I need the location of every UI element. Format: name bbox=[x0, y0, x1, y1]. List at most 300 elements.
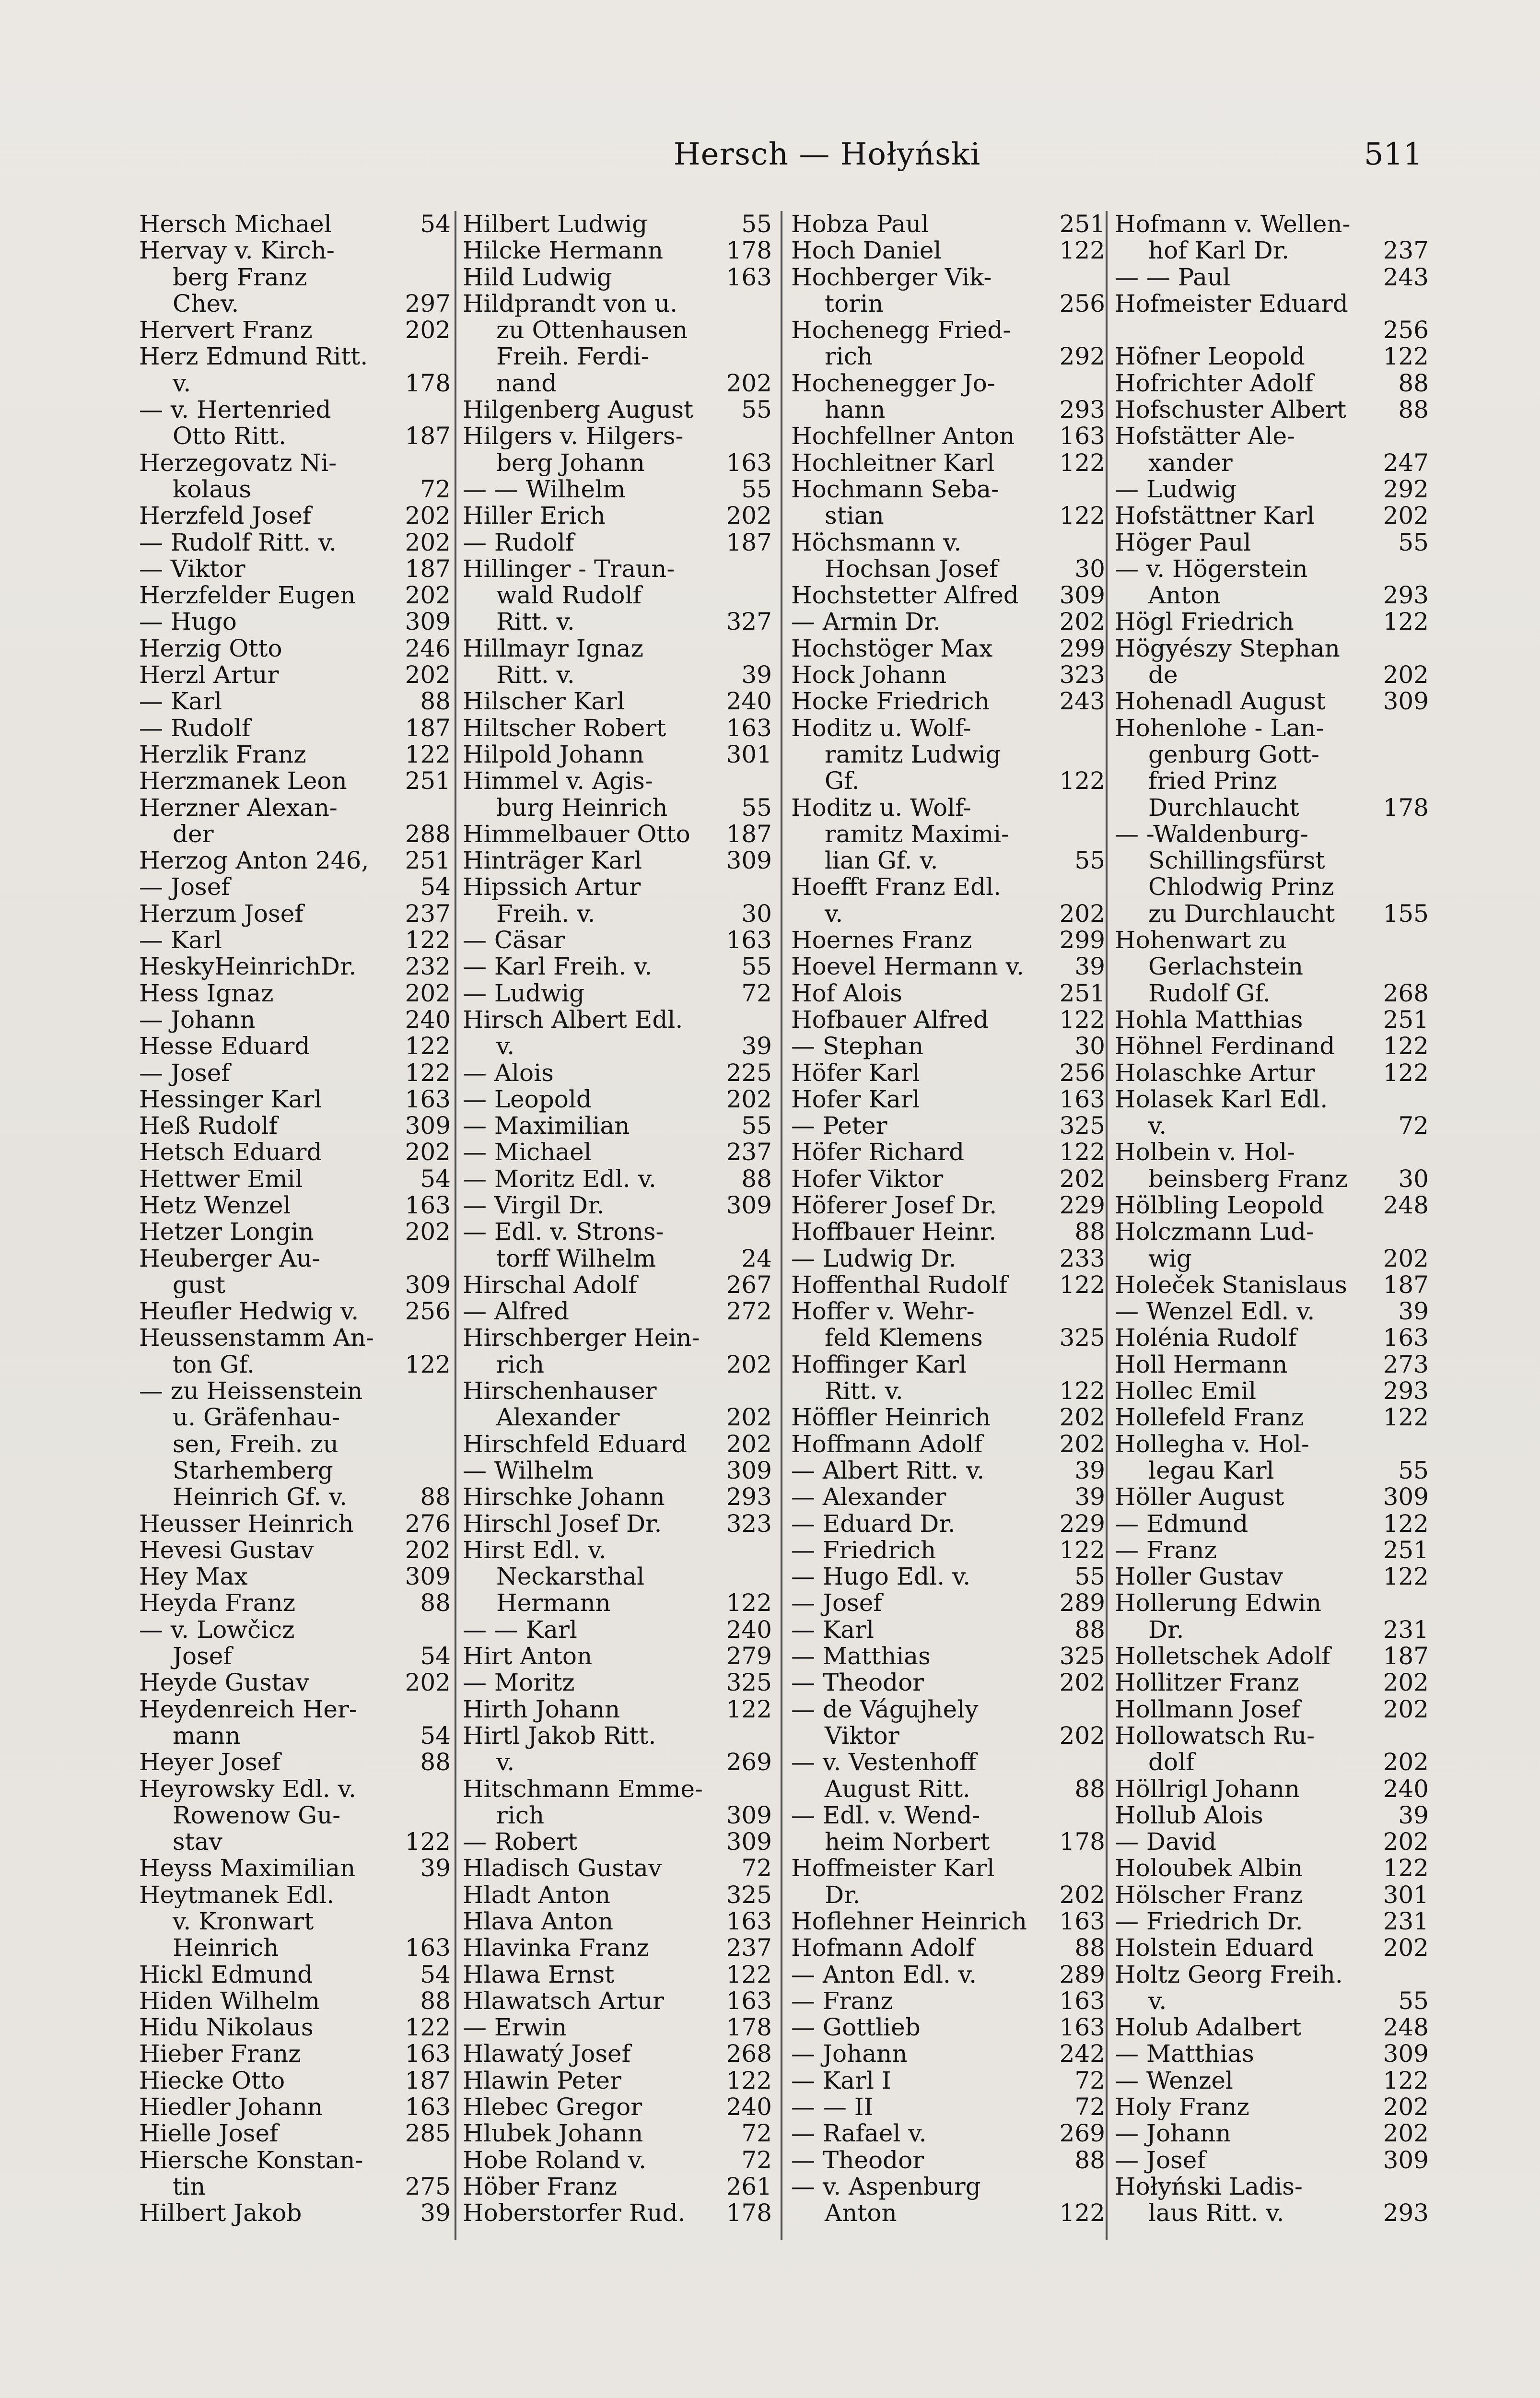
entry-name: — Ludwig bbox=[463, 980, 585, 1007]
entry-page-ref: 293 bbox=[1383, 2200, 1429, 2227]
index-entry bbox=[463, 768, 772, 794]
index-entry bbox=[463, 795, 772, 821]
entry-page-ref: 30 bbox=[1074, 1033, 1105, 1060]
entry-name: Heuberger Au- bbox=[139, 1245, 320, 1272]
index-entry bbox=[1115, 662, 1429, 688]
entry-name: Hoffer v. Wehr- bbox=[791, 1298, 975, 1325]
entry-page-ref: 163 bbox=[405, 1192, 451, 1219]
index-entry bbox=[1115, 1882, 1429, 1908]
entry-page-ref: 163 bbox=[405, 1935, 451, 1962]
entry-name: beinsberg Franz bbox=[1148, 1165, 1348, 1192]
index-entry bbox=[139, 1139, 451, 1165]
index-entry bbox=[1115, 2200, 1429, 2226]
entry-name: berg Franz bbox=[173, 264, 307, 291]
entry-name: Hollegha v. Hol- bbox=[1115, 1431, 1309, 1458]
entry-name: Hirschberger Hein- bbox=[463, 1325, 700, 1352]
entry-page-ref: 187 bbox=[405, 2067, 451, 2094]
entry-name: Hoch Daniel bbox=[791, 237, 942, 264]
entry-name: Herzum Josef bbox=[139, 900, 303, 928]
index-entry bbox=[1115, 476, 1429, 503]
entry-page-ref: 325 bbox=[726, 1881, 772, 1908]
index-entry bbox=[463, 370, 772, 397]
index-entry bbox=[139, 343, 451, 370]
entry-page-ref bbox=[769, 768, 772, 794]
index-entry bbox=[1115, 821, 1429, 847]
entry-page-ref bbox=[1102, 1298, 1105, 1325]
index-entry bbox=[791, 953, 1105, 980]
entry-name: Hirschl Josef Dr. bbox=[463, 1510, 662, 1537]
entry-name: Hirt Anton bbox=[463, 1643, 593, 1670]
entry-page-ref: 202 bbox=[405, 529, 451, 556]
entry-name: Hohenadl August bbox=[1115, 688, 1326, 715]
index-entry bbox=[1115, 503, 1429, 529]
entry-name: Hilcke Hermann bbox=[463, 237, 664, 264]
entry-name: — Stephan bbox=[791, 1033, 924, 1060]
entry-page-ref bbox=[769, 291, 772, 317]
entry-name: Holy Franz bbox=[1115, 2094, 1249, 2121]
entry-page-ref: 202 bbox=[1059, 1431, 1105, 1458]
entry-page-ref: 122 bbox=[1383, 609, 1429, 635]
entry-page-ref: 256 bbox=[405, 1298, 451, 1325]
index-entry bbox=[1115, 1484, 1429, 1510]
entry-page-ref bbox=[1102, 264, 1105, 291]
entry-page-ref: 293 bbox=[1383, 582, 1429, 609]
entry-page-ref: 248 bbox=[1383, 1192, 1429, 1219]
entry-name: — Robert bbox=[463, 1829, 578, 1856]
index-entry bbox=[791, 1776, 1105, 1802]
index-entry bbox=[463, 1776, 772, 1802]
entry-page-ref bbox=[448, 795, 451, 821]
entry-page-ref: 202 bbox=[1059, 1722, 1105, 1750]
entry-name: Hlava Anton bbox=[463, 1908, 614, 1935]
entry-page-ref: 233 bbox=[1059, 1245, 1105, 1272]
index-entry bbox=[463, 2014, 772, 2041]
index-entry bbox=[463, 1855, 772, 1881]
entry-name: Höhnel Ferdinand bbox=[1115, 1033, 1335, 1060]
entry-page-ref: 309 bbox=[726, 1802, 772, 1829]
entry-name: — Leopold bbox=[463, 1086, 592, 1113]
entry-name: Höger Paul bbox=[1115, 529, 1251, 556]
entry-page-ref: 163 bbox=[726, 449, 772, 476]
entry-name: HeskyHeinrichDr. bbox=[139, 953, 357, 980]
index-entry bbox=[463, 1086, 772, 1113]
entry-page-ref: 289 bbox=[1059, 1590, 1105, 1617]
index-entry bbox=[1115, 1563, 1429, 1590]
index-entry bbox=[791, 397, 1105, 423]
index-entry bbox=[791, 1696, 1105, 1723]
index-entry bbox=[1115, 1458, 1429, 1484]
entry-name: Holoubek Albin bbox=[1115, 1855, 1303, 1882]
index-entry bbox=[1115, 1139, 1429, 1165]
index-entry bbox=[139, 688, 451, 715]
entry-page-ref: 301 bbox=[726, 741, 772, 768]
entry-page-ref bbox=[448, 2147, 451, 2174]
entry-page-ref: 54 bbox=[420, 1961, 451, 1988]
index-entry bbox=[791, 1458, 1105, 1484]
entry-name: Dr. bbox=[825, 1881, 861, 1908]
entry-page-ref bbox=[1426, 847, 1429, 874]
index-entry bbox=[1115, 1537, 1429, 1563]
entry-name: — Erwin bbox=[463, 2014, 567, 2041]
entry-name: — Wilhelm bbox=[463, 1457, 594, 1484]
entry-page-ref: 55 bbox=[741, 953, 772, 980]
index-entry bbox=[139, 264, 451, 291]
entry-name: Hollmann Josef bbox=[1115, 1696, 1301, 1723]
entry-name: Hofer Viktor bbox=[791, 1165, 944, 1192]
index-entry bbox=[791, 1590, 1105, 1616]
entry-page-ref: 309 bbox=[726, 1457, 772, 1484]
index-entry bbox=[463, 1723, 772, 1749]
index-entry bbox=[463, 2147, 772, 2174]
entry-name: torff Wilhelm bbox=[496, 1245, 656, 1272]
index-entry bbox=[463, 1511, 772, 1537]
index-entry bbox=[139, 768, 451, 794]
entry-name: Hirschenhauser bbox=[463, 1378, 657, 1405]
index-entry bbox=[463, 2068, 772, 2094]
entry-name: Hildprandt von u. bbox=[463, 290, 678, 317]
entry-name: Hlebec Gregor bbox=[463, 2094, 642, 2121]
entry-page-ref bbox=[1426, 556, 1429, 582]
index-entry bbox=[791, 1192, 1105, 1219]
entry-page-ref bbox=[1102, 529, 1105, 556]
entry-page-ref: 293 bbox=[1059, 397, 1105, 423]
index-entry bbox=[1115, 1988, 1429, 2014]
entry-name: — Anton Edl. v. bbox=[791, 1961, 977, 1988]
entry-page-ref: 240 bbox=[726, 688, 772, 715]
index-entry bbox=[139, 609, 451, 635]
entry-page-ref bbox=[1426, 715, 1429, 741]
entry-name: Heussenstamm An- bbox=[139, 1325, 374, 1352]
entry-page-ref: 256 bbox=[1059, 290, 1105, 317]
entry-page-ref: 275 bbox=[405, 2173, 451, 2200]
entry-name: Hoffinger Karl bbox=[791, 1351, 967, 1378]
entry-page-ref: 55 bbox=[741, 794, 772, 821]
entry-page-ref: 163 bbox=[1059, 423, 1105, 450]
entry-page-ref: 202 bbox=[1383, 503, 1429, 529]
index-entry bbox=[791, 662, 1105, 688]
entry-name: — Virgil Dr. bbox=[463, 1192, 605, 1219]
index-entry bbox=[791, 1298, 1105, 1325]
entry-name: Hieber Franz bbox=[139, 2041, 301, 2068]
entry-page-ref: 24 bbox=[741, 1245, 772, 1272]
entry-page-ref: 292 bbox=[1059, 343, 1105, 370]
entry-page-ref: 39 bbox=[1074, 1457, 1105, 1484]
index-entry bbox=[1115, 953, 1429, 980]
entry-name: — Johann bbox=[1115, 2120, 1231, 2147]
entry-page-ref bbox=[769, 1563, 772, 1590]
entry-name: der bbox=[173, 821, 214, 848]
index-entry bbox=[139, 2147, 451, 2174]
index-entry bbox=[1115, 370, 1429, 397]
entry-name: — — Karl bbox=[463, 1616, 577, 1644]
entry-page-ref bbox=[1102, 1855, 1105, 1881]
entry-page-ref: 122 bbox=[1059, 1006, 1105, 1034]
entry-page-ref: 237 bbox=[405, 900, 451, 928]
index-entry bbox=[463, 1458, 772, 1484]
entry-page-ref: 30 bbox=[1074, 555, 1105, 583]
index-entry bbox=[463, 556, 772, 582]
entry-name: Anton bbox=[1148, 582, 1221, 609]
entry-page-ref: 55 bbox=[1074, 847, 1105, 874]
entry-name: — Alfred bbox=[463, 1298, 569, 1325]
entry-name: Hlawin Peter bbox=[463, 2067, 621, 2094]
entry-name: Himmelbauer Otto bbox=[463, 821, 690, 848]
entry-page-ref: 122 bbox=[1383, 1563, 1429, 1590]
entry-name: — -Waldenburg- bbox=[1115, 821, 1308, 848]
index-entry bbox=[463, 741, 772, 768]
entry-name: — — Wilhelm bbox=[463, 476, 626, 503]
index-entry bbox=[139, 2200, 451, 2226]
entry-page-ref: 88 bbox=[1074, 1219, 1105, 1246]
index-entry bbox=[463, 1669, 772, 1696]
entry-name: ramitz Ludwig bbox=[825, 741, 1001, 768]
entry-page-ref: 39 bbox=[1398, 1802, 1429, 1829]
entry-name: v. bbox=[173, 370, 191, 397]
entry-page-ref: 122 bbox=[405, 1059, 451, 1086]
entry-name: Hohla Matthias bbox=[1115, 1006, 1303, 1034]
entry-name: — Matthias bbox=[791, 1643, 931, 1670]
entry-page-ref: 293 bbox=[1383, 1378, 1429, 1405]
index-entry bbox=[463, 529, 772, 556]
index-entry bbox=[139, 1669, 451, 1696]
entry-page-ref bbox=[769, 1723, 772, 1749]
index-entry bbox=[139, 2014, 451, 2041]
entry-name: Hobza Paul bbox=[791, 211, 929, 238]
entry-name: — Cäsar bbox=[463, 927, 565, 954]
entry-name: v. bbox=[1148, 1113, 1167, 1140]
entry-page-ref: 202 bbox=[1383, 1245, 1429, 1272]
index-entry bbox=[791, 821, 1105, 847]
index-entry bbox=[463, 2041, 772, 2067]
index-entry bbox=[791, 1882, 1105, 1908]
entry-name: Dr. bbox=[1148, 1616, 1184, 1644]
entry-page-ref: 202 bbox=[1383, 2120, 1429, 2147]
entry-name: stav bbox=[173, 1829, 222, 1856]
entry-name: Hirth Johann bbox=[463, 1696, 620, 1723]
index-entry bbox=[1115, 741, 1429, 768]
entry-page-ref bbox=[448, 1404, 451, 1431]
index-entry bbox=[1115, 2014, 1429, 2041]
index-entry bbox=[139, 1908, 451, 1935]
entry-page-ref: 202 bbox=[1059, 609, 1105, 635]
entry-name: tin bbox=[173, 2173, 206, 2200]
entry-page-ref: 269 bbox=[726, 1749, 772, 1776]
entry-name: laus Ritt. v. bbox=[1148, 2200, 1284, 2227]
entry-page-ref: 88 bbox=[1074, 1616, 1105, 1644]
entry-page-ref: 268 bbox=[1383, 980, 1429, 1007]
entry-page-ref: 178 bbox=[405, 370, 451, 397]
index-entry bbox=[463, 927, 772, 953]
entry-page-ref bbox=[1102, 1696, 1105, 1723]
index-entry bbox=[139, 1749, 451, 1775]
entry-name bbox=[1115, 317, 1380, 343]
entry-name: Hervay v. Kirch- bbox=[139, 237, 335, 264]
entry-page-ref: 292 bbox=[1383, 476, 1429, 503]
entry-page-ref: 202 bbox=[405, 1669, 451, 1696]
index-entry bbox=[463, 397, 772, 423]
entry-page-ref: 325 bbox=[1059, 1643, 1105, 1670]
entry-name: Herzmanek Leon bbox=[139, 768, 347, 795]
entry-name: — Karl bbox=[139, 927, 222, 954]
index-entry bbox=[139, 635, 451, 662]
entry-name: hann bbox=[825, 397, 886, 423]
index-entry bbox=[1115, 529, 1429, 556]
entry-page-ref: 122 bbox=[1059, 1378, 1105, 1405]
entry-page-ref: 325 bbox=[1059, 1325, 1105, 1352]
entry-page-ref: 163 bbox=[1059, 1987, 1105, 2015]
entry-page-ref bbox=[1102, 317, 1105, 343]
index-entry bbox=[791, 2041, 1105, 2067]
entry-page-ref: 202 bbox=[1059, 1165, 1105, 1192]
entry-name: — Matthias bbox=[1115, 2041, 1254, 2068]
entry-page-ref bbox=[769, 343, 772, 370]
entry-page-ref bbox=[448, 237, 451, 264]
index-entry bbox=[1115, 1378, 1429, 1404]
index-entry bbox=[791, 741, 1105, 768]
entry-name: torin bbox=[825, 290, 884, 317]
index-entry bbox=[1115, 847, 1429, 874]
entry-name: Rowenow Gu- bbox=[173, 1802, 341, 1829]
index-entry bbox=[139, 1511, 451, 1537]
entry-name: Höfer Richard bbox=[791, 1139, 965, 1166]
entry-name: Hirschal Adolf bbox=[463, 1271, 637, 1299]
index-entry bbox=[139, 1962, 451, 1988]
entry-name: Hochstöger Max bbox=[791, 635, 993, 662]
entry-page-ref: 122 bbox=[1059, 1271, 1105, 1299]
index-entry bbox=[791, 1935, 1105, 1961]
index-entry bbox=[139, 450, 451, 476]
entry-name: Hollefeld Franz bbox=[1115, 1404, 1304, 1431]
index-entry bbox=[463, 476, 772, 503]
entry-page-ref: 55 bbox=[1398, 1987, 1429, 2015]
index-entry bbox=[139, 291, 451, 317]
index-entry bbox=[1115, 1219, 1429, 1245]
index-entry bbox=[139, 741, 451, 768]
entry-page-ref: 88 bbox=[420, 1749, 451, 1776]
entry-page-ref: 309 bbox=[726, 847, 772, 874]
index-entry bbox=[791, 264, 1105, 291]
entry-page-ref: 276 bbox=[405, 1510, 451, 1537]
entry-name: Josef bbox=[173, 1643, 232, 1670]
entry-name: Heyda Franz bbox=[139, 1590, 296, 1617]
entry-page-ref: 88 bbox=[420, 1987, 451, 2015]
index-entry bbox=[791, 874, 1105, 900]
entry-page-ref: 309 bbox=[1383, 1484, 1429, 1511]
entry-page-ref bbox=[448, 1696, 451, 1723]
index-entry bbox=[791, 980, 1105, 1007]
index-entry bbox=[1115, 1643, 1429, 1669]
index-entry bbox=[463, 2120, 772, 2147]
entry-name: Höber Franz bbox=[463, 2173, 618, 2200]
index-entry bbox=[139, 2041, 451, 2067]
entry-name: Hiden Wilhelm bbox=[139, 1987, 320, 2015]
entry-name: — Franz bbox=[791, 1987, 893, 2015]
entry-page-ref bbox=[1426, 1086, 1429, 1113]
entry-name: Hess Ignaz bbox=[139, 980, 274, 1007]
index-entry bbox=[1115, 795, 1429, 821]
entry-name: Heß Rudolf bbox=[139, 1113, 278, 1140]
index-entry bbox=[791, 2200, 1105, 2226]
index-entry bbox=[1115, 237, 1429, 264]
entry-name: feld Klemens bbox=[825, 1325, 983, 1352]
entry-page-ref: 202 bbox=[726, 1086, 772, 1113]
index-entry bbox=[791, 1272, 1105, 1298]
entry-page-ref: 251 bbox=[405, 768, 451, 795]
entry-page-ref: 251 bbox=[1383, 1006, 1429, 1034]
entry-name: Holeček Stanislaus bbox=[1115, 1271, 1347, 1299]
entry-page-ref: 178 bbox=[726, 237, 772, 264]
index-entry bbox=[1115, 1192, 1429, 1219]
entry-name: Rudolf Gf. bbox=[1148, 980, 1271, 1007]
index-entry bbox=[139, 1298, 451, 1325]
entry-name: Hochenegger Jo- bbox=[791, 370, 995, 397]
entry-name: wald Rudolf bbox=[496, 582, 642, 609]
index-entry bbox=[139, 1563, 451, 1590]
entry-page-ref: 55 bbox=[1398, 529, 1429, 556]
entry-page-ref bbox=[448, 1458, 451, 1484]
entry-page-ref: 251 bbox=[1383, 1537, 1429, 1564]
entry-page-ref bbox=[448, 1617, 451, 1643]
index-entry bbox=[1115, 609, 1429, 635]
entry-page-ref: 122 bbox=[1059, 503, 1105, 529]
entry-name: legau Karl bbox=[1148, 1457, 1274, 1484]
index-entry bbox=[463, 1431, 772, 1458]
entry-page-ref: 323 bbox=[726, 1510, 772, 1537]
entry-page-ref bbox=[1102, 821, 1105, 847]
index-entry bbox=[139, 556, 451, 582]
entry-name: wig bbox=[1148, 1245, 1192, 1272]
entry-name: — Ludwig bbox=[1115, 476, 1237, 503]
entry-page-ref: 299 bbox=[1059, 927, 1105, 954]
index-entry bbox=[791, 1246, 1105, 1272]
index-entry bbox=[1115, 2174, 1429, 2200]
entry-page-ref bbox=[1426, 874, 1429, 900]
entry-name: Ritt. v. bbox=[496, 662, 575, 689]
entry-page-ref: 293 bbox=[726, 1484, 772, 1511]
index-entry bbox=[463, 1007, 772, 1033]
entry-name: — Karl Freih. v. bbox=[463, 953, 653, 980]
entry-page-ref bbox=[1426, 211, 1429, 237]
index-entry bbox=[791, 370, 1105, 397]
entry-page-ref: 251 bbox=[1059, 211, 1105, 238]
entry-page-ref: 72 bbox=[741, 2120, 772, 2147]
index-entry bbox=[791, 609, 1105, 635]
entry-name: hof Karl Dr. bbox=[1148, 237, 1290, 264]
index-entry bbox=[1115, 1272, 1429, 1298]
entry-name: Heyde Gustav bbox=[139, 1669, 309, 1696]
entry-page-ref: 240 bbox=[726, 2094, 772, 2121]
index-entry bbox=[1115, 635, 1429, 662]
entry-page-ref: 122 bbox=[405, 2014, 451, 2041]
entry-page-ref bbox=[1102, 370, 1105, 397]
index-entry bbox=[1115, 2041, 1429, 2067]
entry-name: Herzl Artur bbox=[139, 662, 279, 689]
index-entry bbox=[139, 1802, 451, 1829]
index-entry bbox=[791, 1166, 1105, 1192]
entry-page-ref: 202 bbox=[726, 503, 772, 529]
entry-page-ref: 237 bbox=[1383, 237, 1429, 264]
entry-page-ref: 88 bbox=[420, 688, 451, 715]
column-divider bbox=[455, 211, 456, 2240]
index-entry bbox=[1115, 768, 1429, 794]
entry-name: Hilpold Johann bbox=[463, 741, 644, 768]
entry-page-ref: 309 bbox=[405, 1563, 451, 1590]
index-entry bbox=[463, 1298, 772, 1325]
entry-page-ref: 240 bbox=[1383, 1775, 1429, 1802]
entry-page-ref bbox=[448, 1882, 451, 1908]
entry-name: Holub Adalbert bbox=[1115, 2014, 1302, 2041]
entry-name: Hohenwart zu bbox=[1115, 927, 1287, 954]
